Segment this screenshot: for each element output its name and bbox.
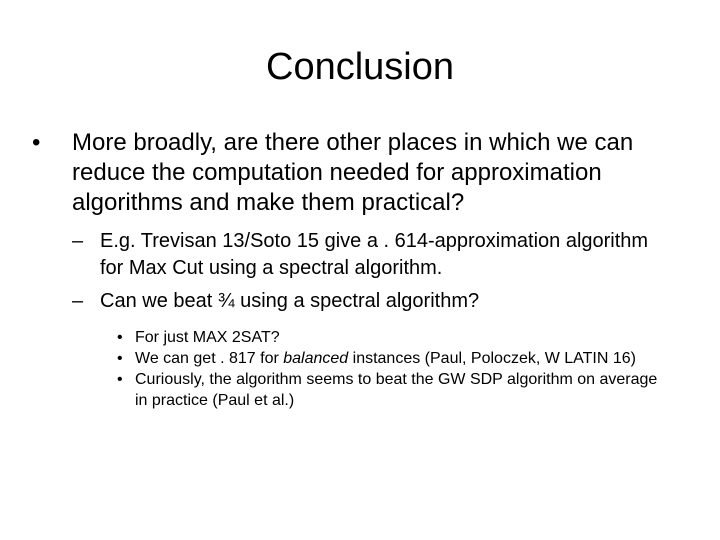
sub-sub-bullet-text: For just MAX 2SAT? — [135, 329, 280, 346]
slide-title: Conclusion — [266, 46, 454, 88]
dash-marker: – — [72, 290, 84, 312]
sub-sub-list — [0, 327, 720, 411]
bullet-text: More broadly, are there other places in which we can reduce the computation needed for approximation algorithms and make them practical? — [72, 129, 634, 216]
bullet-marker: • — [32, 129, 41, 156]
sub-bullet-trevisan — [72, 228, 660, 282]
bullet-marker: • — [117, 329, 123, 346]
bullet-marker: • — [117, 350, 123, 367]
slide-content — [0, 128, 720, 411]
dash-marker: – — [72, 230, 84, 252]
bullet-level1 — [32, 128, 682, 218]
sub-sub-bullet-max2sat — [117, 327, 665, 348]
sub-bullet-beat — [72, 288, 660, 315]
sub-bullet-text: E.g. Trevisan 13/Soto 15 give a . 614-approximation algorithm for Max Cut using a spectral algorithm. — [100, 230, 649, 279]
sub-sub-bullet-text: Curiously, the algorithm seems to beat the GW SDP algorithm on average in practice (Paul et al.) — [135, 371, 658, 409]
bullet-marker: • — [117, 371, 123, 388]
sub-bullet-text: Can we beat ¾ using a spectral algorithm? — [100, 290, 480, 312]
sub-sub-bullet-balanced — [117, 348, 665, 369]
sub-sub-bullet-text — [135, 350, 636, 367]
sub-sub-bullet-curiously — [117, 369, 665, 411]
emphasis-balanced: balanced — [283, 350, 349, 367]
text-prefix: We can get . 817 for — [135, 350, 284, 367]
text-suffix: instances (Paul, Poloczek, W LATIN 16) — [348, 350, 636, 367]
